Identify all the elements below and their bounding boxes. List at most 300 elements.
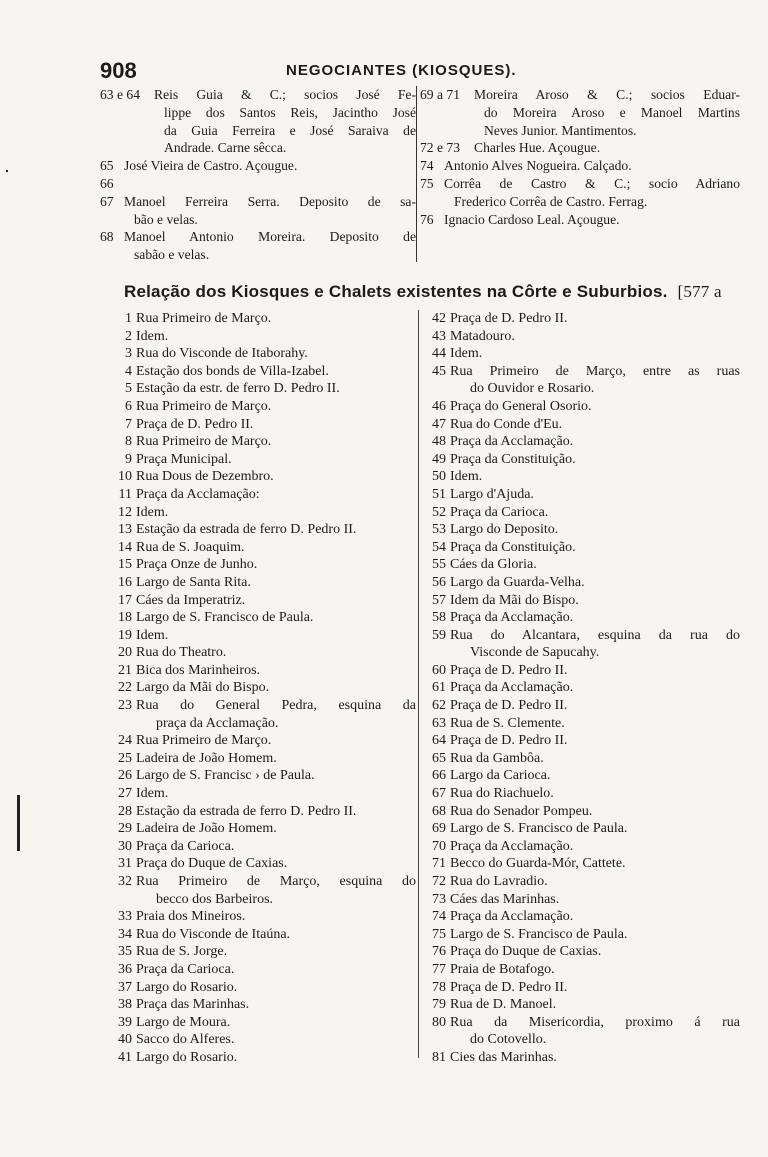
kiosk-entry bbox=[110, 803, 416, 821]
entry-number: 51 bbox=[432, 486, 446, 502]
entry-number: 71 bbox=[432, 856, 446, 872]
entry-number: 68 bbox=[100, 229, 114, 245]
entry-text: Largo do Deposito. bbox=[450, 522, 559, 538]
kiosk-entry bbox=[110, 380, 416, 398]
entry-text-continued: Visconde de Sapucahy. bbox=[470, 645, 600, 661]
entry-number: 65 bbox=[100, 158, 114, 174]
kiosk-entry bbox=[424, 943, 740, 961]
kiosk-entry bbox=[424, 979, 740, 997]
entry-text: Praça do General Osorio. bbox=[450, 398, 592, 414]
entry-number: 67 bbox=[100, 193, 114, 209]
entry-text: Ladeira de João Homem. bbox=[136, 750, 277, 766]
entry-text: Largo de Moura. bbox=[136, 1014, 231, 1030]
kiosk-entry bbox=[424, 767, 740, 785]
entry-text: Becco do Guarda-Mór, Cattete. bbox=[450, 856, 626, 872]
entry-text: Rua de S. Jorge. bbox=[136, 944, 228, 960]
entry-number: 34 bbox=[118, 926, 132, 942]
merchant-entry bbox=[100, 86, 416, 157]
merchant-entry bbox=[100, 228, 416, 264]
merchant-entry bbox=[420, 139, 740, 157]
kiosk-entry bbox=[424, 891, 740, 909]
entry-number: 5 bbox=[125, 381, 132, 397]
entry-text-continued: bão e velas. bbox=[134, 211, 198, 227]
entry-number: 28 bbox=[118, 803, 132, 819]
entry-text-continued: Frederico Corrêa de Castro. Ferrag. bbox=[454, 193, 648, 209]
kiosk-entry bbox=[110, 1031, 416, 1049]
entry-text: Matadouro. bbox=[450, 328, 515, 344]
entry-text: Praça das Marinhas. bbox=[136, 997, 250, 1013]
kiosk-entry bbox=[110, 996, 416, 1014]
entry-number: 61 bbox=[432, 680, 446, 696]
entry-number: 8 bbox=[125, 434, 132, 450]
entry-number: 78 bbox=[432, 979, 446, 995]
kiosk-entry bbox=[424, 468, 740, 486]
kiosk-entry bbox=[110, 328, 416, 346]
entry-number: 64 bbox=[432, 733, 446, 749]
entry-text: Praça de D. Pedro II. bbox=[450, 698, 568, 714]
entry-text: Cáes da Gloria. bbox=[450, 557, 537, 573]
entry-text: Reis Guia & C.; socios José Fe- bbox=[154, 87, 416, 102]
kiosk-entry bbox=[110, 310, 416, 328]
entry-text: Rua de S. Clemente. bbox=[450, 715, 565, 731]
entry-text: Estação da estrada de ferro D. Pedro II. bbox=[136, 522, 357, 538]
entry-number: 40 bbox=[118, 1032, 132, 1048]
entry-text-continued: da Guia Ferreira e José Saraiva de bbox=[164, 122, 416, 138]
entry-text: Rua Primeiro de Março, esquina do bbox=[136, 874, 416, 889]
kiosk-entry bbox=[424, 398, 740, 416]
entry-text bbox=[124, 175, 416, 193]
entry-text-continued: Andrade. Carne sêcca. bbox=[164, 140, 287, 156]
entry-text: Rua Primeiro de Março. bbox=[136, 398, 272, 414]
merchant-entry bbox=[420, 175, 740, 211]
entry-text: Praça da Acclamação. bbox=[450, 838, 574, 854]
entry-number: 7 bbox=[125, 416, 132, 432]
kiosk-entry bbox=[424, 697, 740, 715]
entry-number: 12 bbox=[118, 504, 132, 520]
kiosk-entry bbox=[424, 996, 740, 1014]
kiosk-entry bbox=[110, 486, 416, 504]
entry-number: 65 bbox=[432, 750, 446, 766]
kiosk-entry bbox=[110, 750, 416, 768]
entry-number: 36 bbox=[118, 961, 132, 977]
entry-number: 21 bbox=[118, 662, 132, 678]
entry-number: 73 bbox=[432, 891, 446, 907]
kiosk-entry bbox=[110, 468, 416, 486]
section-reference: [577 a bbox=[677, 282, 722, 301]
kiosk-entry bbox=[110, 961, 416, 979]
entry-number: 20 bbox=[118, 645, 132, 661]
entry-text: Idem. bbox=[450, 346, 483, 362]
entry-number: 30 bbox=[118, 838, 132, 854]
entry-text: Rua Dous de Dezembro. bbox=[136, 469, 274, 485]
entry-number: 63 bbox=[432, 715, 446, 731]
entry-text: Praça da Carioca. bbox=[136, 838, 235, 854]
entry-number: 15 bbox=[118, 557, 132, 573]
entry-number: 69 bbox=[432, 821, 446, 837]
kiosk-entry bbox=[110, 363, 416, 381]
kiosk-entry bbox=[424, 574, 740, 592]
entry-text: Praça da Acclamação: bbox=[136, 486, 260, 502]
entry-text: Cáes das Marinhas. bbox=[450, 891, 560, 907]
entry-text: Praça de D. Pedro II. bbox=[450, 733, 568, 749]
entry-text: Praça da Acclamação. bbox=[450, 434, 574, 450]
entry-number: 32 bbox=[118, 874, 132, 889]
entry-number: 23 bbox=[118, 698, 132, 714]
entry-number: 49 bbox=[432, 451, 446, 467]
entry-number: 3 bbox=[125, 346, 132, 362]
kiosk-entry bbox=[110, 345, 416, 363]
entry-text: Praça Municipal. bbox=[136, 451, 232, 467]
entry-text: Rua da Misericordia, proximo á rua bbox=[450, 1014, 740, 1030]
entry-text: Charles Hue. Açougue. bbox=[474, 140, 601, 156]
entry-number: 44 bbox=[432, 346, 446, 362]
entry-text: Rua do General Pedra, esquina da bbox=[136, 698, 416, 714]
entry-number: 66 bbox=[100, 175, 114, 191]
entry-text: Sacco do Alferes. bbox=[136, 1032, 235, 1048]
entry-number: 27 bbox=[118, 786, 132, 802]
merchant-entry bbox=[420, 157, 740, 175]
entry-number: 63 e 64 bbox=[100, 87, 141, 102]
entry-number: 75 bbox=[432, 926, 446, 942]
merchant-entry bbox=[100, 157, 416, 175]
entry-text: Praça de D. Pedro II. bbox=[450, 979, 568, 995]
entry-text: José Vieira de Castro. Açougue. bbox=[124, 158, 298, 174]
kiosk-entry bbox=[424, 363, 740, 398]
kiosk-entry bbox=[424, 328, 740, 346]
entry-text: Rua do Conde d'Eu. bbox=[450, 416, 563, 432]
kiosk-entry bbox=[424, 433, 740, 451]
kiosk-entry bbox=[424, 1014, 740, 1049]
kiosk-entry bbox=[424, 609, 740, 627]
kiosk-entry bbox=[110, 644, 416, 662]
kiosk-entry bbox=[424, 785, 740, 803]
entry-text: Idem. bbox=[136, 504, 169, 520]
entry-text: Cáes da Imperatriz. bbox=[136, 592, 246, 608]
entry-text: Rua da Gambôa. bbox=[450, 750, 544, 766]
entry-number: 72 bbox=[432, 874, 446, 889]
entry-text: Praça da Acclamação. bbox=[450, 610, 574, 626]
entry-text: Largo do Rosario. bbox=[136, 979, 238, 995]
entry-text: Idem. bbox=[136, 627, 169, 643]
entry-text: Praça Onze de Junho. bbox=[136, 557, 258, 573]
kiosk-entry bbox=[424, 679, 740, 697]
kiosk-entry bbox=[110, 838, 416, 856]
kiosk-entry bbox=[110, 697, 416, 732]
entry-number: 57 bbox=[432, 592, 446, 608]
kiosk-entry bbox=[110, 732, 416, 750]
entry-text: Praça de D. Pedro II. bbox=[136, 416, 254, 432]
entry-number: 39 bbox=[118, 1014, 132, 1030]
entry-text: Rua Primeiro de Março. bbox=[136, 434, 272, 450]
kiosk-list-right bbox=[424, 310, 740, 1067]
entry-text-continued: lippe dos Santos Reis, Jacintho José bbox=[164, 104, 416, 120]
entry-text: Rua do Visconde de Itaborahy. bbox=[136, 346, 308, 362]
entry-number: 26 bbox=[118, 768, 132, 784]
column-divider-main bbox=[418, 310, 419, 1058]
entry-number: 1 bbox=[125, 311, 132, 326]
entry-number: 16 bbox=[118, 574, 132, 590]
kiosk-entry bbox=[110, 574, 416, 592]
entry-number: 56 bbox=[432, 574, 446, 590]
entry-text: Estação da estr. de ferro D. Pedro II. bbox=[136, 381, 340, 397]
entry-number: 42 bbox=[432, 311, 446, 326]
entry-number: 22 bbox=[118, 680, 132, 696]
kiosk-entry bbox=[110, 416, 416, 434]
entry-text: Idem da Mãi do Bispo. bbox=[450, 592, 579, 608]
entry-number: 4 bbox=[125, 363, 132, 379]
entry-text: Rua do Alcantara, esquina da rua do bbox=[450, 627, 740, 643]
entry-text: Largo de Santa Rita. bbox=[136, 574, 251, 590]
kiosk-entry bbox=[424, 820, 740, 838]
entry-text: Praça da Acclamação. bbox=[450, 680, 574, 696]
entry-text: Estação dos bonds de Villa-Izabel. bbox=[136, 363, 329, 379]
entry-number: 31 bbox=[118, 856, 132, 872]
entry-text: Rua do Lavradio. bbox=[450, 874, 548, 889]
entry-number: 45 bbox=[432, 363, 446, 379]
entry-text: Praia dos Mineiros. bbox=[136, 909, 246, 925]
entry-text: Rua do Visconde de Itaúna. bbox=[136, 926, 291, 942]
kiosk-entry bbox=[110, 855, 416, 873]
kiosk-entry bbox=[110, 908, 416, 926]
entry-text-continued: becco dos Barbeiros. bbox=[156, 891, 274, 907]
kiosk-entry bbox=[424, 416, 740, 434]
entry-text: Largo d'Ajuda. bbox=[450, 486, 534, 502]
merchant-entry bbox=[420, 86, 740, 139]
entry-number: 17 bbox=[118, 592, 132, 608]
kiosk-entry bbox=[424, 539, 740, 557]
entry-number: 37 bbox=[118, 979, 132, 995]
entry-number: 80 bbox=[432, 1014, 446, 1030]
entry-text: Rua Primeiro de Março. bbox=[136, 733, 272, 749]
kiosk-entry bbox=[424, 345, 740, 363]
kiosk-entry bbox=[110, 504, 416, 522]
kiosk-entry bbox=[110, 592, 416, 610]
kiosk-entry bbox=[424, 521, 740, 539]
section-heading bbox=[124, 282, 722, 302]
kiosk-entry bbox=[110, 521, 416, 539]
entry-number: 59 bbox=[432, 627, 446, 643]
entry-text: Idem. bbox=[136, 328, 169, 344]
entry-number: 62 bbox=[432, 698, 446, 714]
entry-text: Praça do Duque de Caxias. bbox=[450, 944, 602, 960]
kiosk-entry bbox=[110, 539, 416, 557]
entry-number: 25 bbox=[118, 750, 132, 766]
section-title: Relação dos Kiosques e Chalets existentes na Côrte e Suburbios. bbox=[124, 282, 668, 301]
kiosk-entry bbox=[110, 433, 416, 451]
entry-text-continued: praça da Acclamação. bbox=[156, 715, 279, 731]
entry-number: 75 bbox=[420, 175, 434, 191]
entry-number: 38 bbox=[118, 997, 132, 1013]
entry-text: Rua do Theatro. bbox=[136, 645, 227, 661]
entry-text-continued: sabão e velas. bbox=[134, 247, 210, 263]
entry-number: 67 bbox=[432, 786, 446, 802]
entry-text: Largo de S. Francisco de Paula. bbox=[136, 610, 314, 626]
entry-text: Rua de S. Joaquim. bbox=[136, 539, 245, 555]
kiosk-entry bbox=[424, 838, 740, 856]
entry-text: Cies das Marinhas. bbox=[450, 1049, 557, 1065]
kiosk-entry bbox=[424, 556, 740, 574]
entry-text: Rua Primeiro de Março, entre as ruas bbox=[450, 363, 740, 379]
entry-number: 41 bbox=[118, 1049, 132, 1065]
kiosk-entry bbox=[424, 873, 740, 891]
entry-text: Moreira Aroso & C.; socios Eduar- bbox=[474, 87, 740, 102]
column-divider-top bbox=[416, 86, 417, 262]
entry-text: Bica dos Marinheiros. bbox=[136, 662, 261, 678]
entry-number: 18 bbox=[118, 610, 132, 626]
entry-number: 10 bbox=[118, 469, 132, 485]
entry-text: Antonio Alves Nogueira. Calçado. bbox=[444, 158, 632, 174]
kiosk-entry bbox=[424, 1049, 740, 1067]
entry-text: Praia de Botafogo. bbox=[450, 961, 555, 977]
entry-number: 55 bbox=[432, 557, 446, 573]
kiosk-entry bbox=[424, 732, 740, 750]
kiosk-entry bbox=[110, 662, 416, 680]
entry-text-continued: do Cotovello. bbox=[470, 1032, 547, 1048]
entry-text: Manoel Ferreira Serra. Deposito de sa- bbox=[124, 193, 416, 209]
kiosk-entry bbox=[110, 398, 416, 416]
entry-number: 33 bbox=[118, 909, 132, 925]
entry-number: 76 bbox=[432, 944, 446, 960]
kiosk-entry bbox=[110, 627, 416, 645]
kiosk-entry bbox=[110, 767, 416, 785]
entry-text: Praça de D. Pedro II. bbox=[450, 662, 568, 678]
kiosk-entry bbox=[424, 750, 740, 768]
entry-text: Idem. bbox=[136, 786, 169, 802]
kiosk-entry bbox=[110, 943, 416, 961]
top-left-column bbox=[100, 86, 416, 264]
kiosk-entry bbox=[110, 1014, 416, 1032]
entry-text: Rua Primeiro de Março. bbox=[136, 311, 272, 326]
kiosk-entry bbox=[110, 1049, 416, 1067]
entry-text: Corrêa de Castro & C.; socio Adriano bbox=[444, 175, 740, 191]
page-header bbox=[100, 58, 720, 88]
entry-text: Manoel Antonio Moreira. Deposito de bbox=[124, 229, 416, 245]
entry-number: 76 bbox=[420, 211, 434, 227]
entry-number: 19 bbox=[118, 627, 132, 643]
entry-number: 2 bbox=[125, 328, 132, 344]
kiosk-entry bbox=[110, 556, 416, 574]
entry-number: 48 bbox=[432, 434, 446, 450]
page-title: NEGOCIANTES (KIOSQUES). bbox=[286, 62, 517, 79]
merchant-entry bbox=[100, 193, 416, 229]
entry-text: Praça da Carioca. bbox=[450, 504, 549, 520]
kiosk-entry bbox=[110, 926, 416, 944]
kiosk-entry bbox=[424, 592, 740, 610]
kiosk-entry bbox=[424, 855, 740, 873]
entry-text: Largo de S. Francisco de Paula. bbox=[450, 926, 628, 942]
kiosk-entry bbox=[110, 785, 416, 803]
entry-number: 79 bbox=[432, 997, 446, 1013]
entry-number: 69 a 71 bbox=[420, 87, 461, 102]
entry-number: 43 bbox=[432, 328, 446, 344]
entry-text: Praça da Carioca. bbox=[136, 961, 235, 977]
entry-number: 29 bbox=[118, 821, 132, 837]
entry-number: 70 bbox=[432, 838, 446, 854]
kiosk-entry bbox=[424, 715, 740, 733]
entry-number: 74 bbox=[420, 158, 434, 174]
entry-text-continued: do Ouvidor e Rosario. bbox=[470, 381, 595, 397]
top-right-column bbox=[420, 86, 740, 228]
kiosk-entry bbox=[110, 451, 416, 469]
kiosk-entry bbox=[424, 803, 740, 821]
kiosk-entry bbox=[110, 979, 416, 997]
kiosk-entry bbox=[110, 873, 416, 908]
kiosk-entry bbox=[424, 486, 740, 504]
scan-mark bbox=[17, 795, 20, 851]
entry-text: Praça do Duque de Caxias. bbox=[136, 856, 288, 872]
entry-text: Largo de S. Francisco de Paula. bbox=[450, 821, 628, 837]
entry-text: Praça da Constituição. bbox=[450, 451, 576, 467]
entry-number: 53 bbox=[432, 522, 446, 538]
entry-number: 14 bbox=[118, 539, 132, 555]
page-number: 908 bbox=[100, 58, 137, 83]
entry-number: 77 bbox=[432, 961, 446, 977]
entry-number: 58 bbox=[432, 610, 446, 626]
entry-number: 9 bbox=[125, 451, 132, 467]
entry-text: Largo de S. Francisc › de Paula. bbox=[136, 768, 315, 784]
entry-text: Rua do Riachuelo. bbox=[450, 786, 554, 802]
kiosk-entry bbox=[424, 662, 740, 680]
kiosk-entry bbox=[110, 609, 416, 627]
entry-number: 50 bbox=[432, 469, 446, 485]
kiosk-entry bbox=[424, 451, 740, 469]
merchant-entry bbox=[420, 211, 740, 229]
kiosk-entry bbox=[424, 310, 740, 328]
entry-number: 60 bbox=[432, 662, 446, 678]
entry-number: 46 bbox=[432, 398, 446, 414]
entry-number: 47 bbox=[432, 416, 446, 432]
entry-number: 11 bbox=[118, 486, 132, 502]
entry-number: 81 bbox=[432, 1049, 446, 1065]
entry-text: Rua do Senador Pompeu. bbox=[450, 803, 593, 819]
entry-text: Idem. bbox=[450, 469, 483, 485]
entry-text: Rua de D. Manoel. bbox=[450, 997, 557, 1013]
entry-number: 54 bbox=[432, 539, 446, 555]
entry-number: 72 e 73 bbox=[420, 140, 461, 156]
entry-text: Estação da estrada de ferro D. Pedro II. bbox=[136, 803, 357, 819]
kiosk-entry bbox=[424, 908, 740, 926]
entry-number: 13 bbox=[118, 522, 132, 538]
entry-text: Ladeira de João Homem. bbox=[136, 821, 277, 837]
kiosk-entry bbox=[110, 820, 416, 838]
entry-text: Largo da Carioca. bbox=[450, 768, 551, 784]
entry-text: Largo do Rosario. bbox=[136, 1049, 238, 1065]
entry-number: 24 bbox=[118, 733, 132, 749]
entry-text: Praça de D. Pedro II. bbox=[450, 311, 568, 326]
kiosk-entry bbox=[424, 961, 740, 979]
entry-text: Ignacio Cardoso Leal. Açougue. bbox=[444, 211, 620, 227]
kiosk-list-left bbox=[110, 310, 416, 1067]
entry-number: 66 bbox=[432, 768, 446, 784]
entry-text: Praça da Constituição. bbox=[450, 539, 576, 555]
kiosk-entry bbox=[110, 679, 416, 697]
kiosk-entry bbox=[424, 926, 740, 944]
entry-number: 35 bbox=[118, 944, 132, 960]
entry-text: Praça da Acclamação. bbox=[450, 909, 574, 925]
entry-text-continued: Neves Junior. Mantimentos. bbox=[484, 122, 637, 138]
merchant-entry bbox=[100, 175, 416, 193]
scan-speck bbox=[6, 170, 8, 172]
entry-number: 74 bbox=[432, 909, 446, 925]
entry-number: 52 bbox=[432, 504, 446, 520]
entry-text: Largo da Mãi do Bispo. bbox=[136, 680, 270, 696]
entry-text: Largo da Guarda-Velha. bbox=[450, 574, 585, 590]
kiosk-entry bbox=[424, 627, 740, 662]
kiosk-entry bbox=[424, 504, 740, 522]
entry-text-continued: do Moreira Aroso e Manoel Martins bbox=[484, 104, 740, 120]
entry-number: 6 bbox=[125, 398, 132, 414]
entry-number: 68 bbox=[432, 803, 446, 819]
